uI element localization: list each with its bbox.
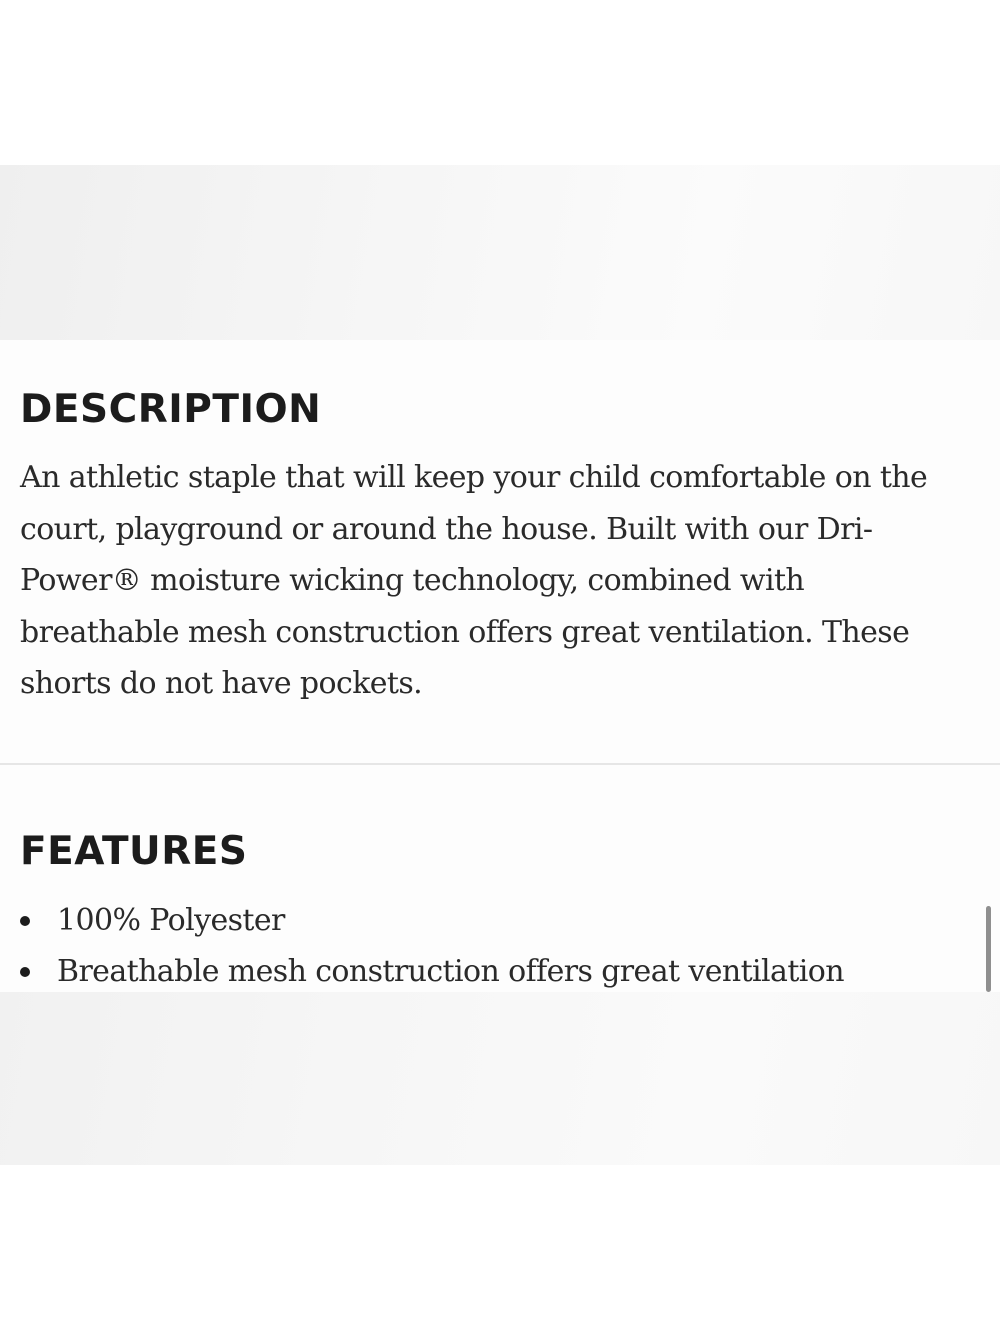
bullet-icon (20, 916, 30, 926)
bottom-blurred-region (0, 992, 1000, 1165)
feature-item-label: Breathable mesh construction offers great ventilation (57, 954, 844, 989)
section-divider (0, 763, 1000, 765)
feature-item-label: 100% Polyester (57, 903, 285, 938)
features-list (20, 895, 960, 997)
product-details-panel (0, 340, 1000, 992)
scrollbar-thumb[interactable] (986, 906, 991, 992)
feature-item (20, 946, 960, 997)
feature-item (20, 895, 960, 946)
top-blurred-region (0, 165, 1000, 340)
bullet-icon (20, 967, 30, 977)
description-heading: DESCRIPTION (20, 387, 322, 432)
description-text: An athletic staple that will keep your child comfortable on the court, playground or around the house. Built with our Dri-Power® moisture wicking technology, combined with breathable mesh construction offers great ventilation. These shorts do not have pockets. (20, 460, 928, 701)
features-heading: FEATURES (20, 829, 248, 874)
